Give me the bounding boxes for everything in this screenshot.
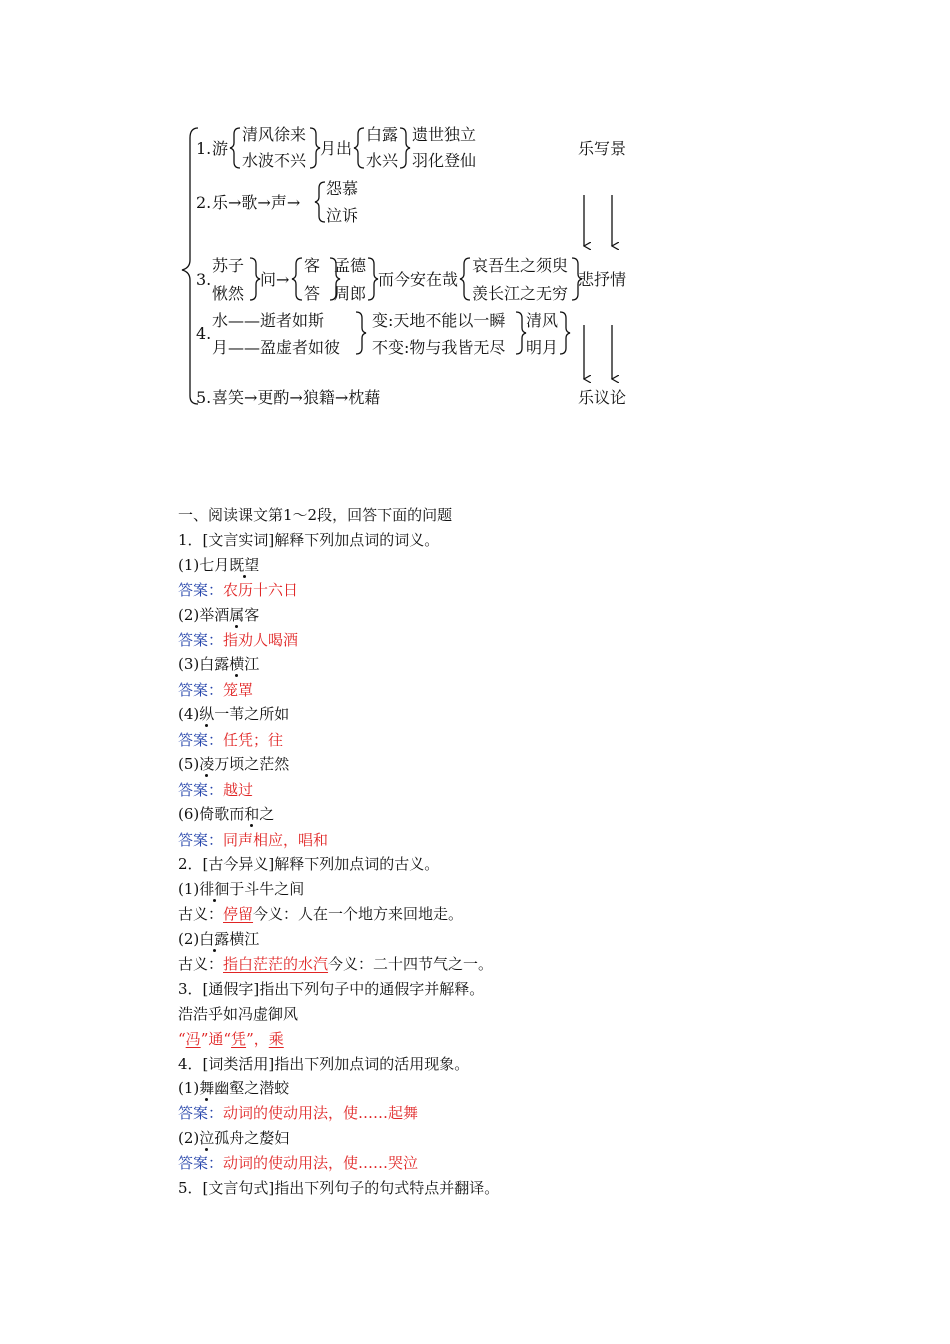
brace: [310, 128, 320, 168]
answer-text: 笼罩: [223, 681, 254, 699]
item-text: 客: [244, 606, 260, 624]
row3-phrase: 羡长江之无穷: [472, 284, 569, 303]
answer-text: 农历十六日: [223, 581, 299, 599]
right-label: 乐写景: [578, 139, 627, 158]
q1-item: [178, 755, 289, 773]
row1-phrase: 遗世独立: [412, 125, 477, 144]
diagram-lines: [0, 0, 950, 440]
item-text: (4): [178, 705, 200, 723]
gu-answer: 停留: [223, 905, 254, 923]
answer-text: 动词的使动用法，使……哭泣: [223, 1154, 419, 1172]
quote-mark: ”，: [246, 1030, 269, 1048]
right-label: 乐议论: [578, 388, 627, 407]
item-text: (2): [178, 1129, 200, 1147]
item-text: (6)倚歌而: [178, 805, 245, 823]
answer-label: 答案：: [178, 631, 224, 649]
q3-sentence: 浩浩乎如冯虚御风: [178, 1005, 299, 1023]
q4-title: 4．[词类活用]指出下列加点词的活用现象。: [178, 1055, 470, 1073]
q2-answer: [178, 955, 493, 973]
row3-ask: 问→: [260, 270, 290, 289]
dotted-word: 泣: [199, 1129, 215, 1147]
dotted-word: 横: [229, 655, 245, 673]
q1-answer: [178, 581, 298, 599]
q4-answer: [178, 1104, 418, 1122]
item-text: (3)白露: [178, 655, 230, 673]
answer-text: 冯: [185, 1030, 201, 1048]
brace: [400, 128, 410, 168]
jin-label: 今义：: [328, 955, 374, 973]
row2-chain: 乐→歌→声→: [212, 193, 301, 212]
row3-phrase: 周郎: [334, 284, 367, 303]
dotted-word: 纵: [199, 705, 215, 723]
answer-label: 答案：: [178, 1104, 224, 1122]
item-text: 一苇之所如: [214, 705, 290, 723]
q3-title: 3．[通假字]指出下列句子中的通假字并解释。: [178, 980, 485, 998]
brace: [230, 128, 240, 168]
answer-text: 越过: [223, 781, 254, 799]
item-text: 之: [259, 805, 275, 823]
row5-number: 5.: [196, 388, 212, 407]
row2-phrase: 泣诉: [326, 206, 359, 225]
q3-answer: [178, 1030, 284, 1048]
answer-label: 答案：: [178, 781, 224, 799]
dotted-word: 属: [229, 606, 245, 624]
answer-text: 通: [208, 1030, 224, 1048]
section-title: 一、阅读课文第1～2段，回答下面的问题: [178, 506, 453, 524]
row4-phrase: 清风: [526, 311, 559, 330]
answer-label: 答案：: [178, 731, 224, 749]
dotted-word: 凌: [199, 755, 215, 773]
q1-answer: [178, 831, 328, 849]
q1-answer: [178, 681, 253, 699]
q5-title: 5．[文言句式]指出下列句子的句式特点并翻译。: [178, 1179, 500, 1197]
q1-answer: [178, 731, 283, 749]
answer-text: 指劝人喝酒: [223, 631, 299, 649]
row4-line: 水——逝者如斯: [212, 311, 325, 330]
quote-mark: “: [178, 1030, 186, 1048]
q2-item: [178, 880, 304, 898]
q4-item: [178, 1079, 289, 1097]
brace: [292, 258, 302, 300]
row4-number: 4.: [196, 324, 212, 343]
row1-phrase: 羽化登仙: [412, 151, 477, 170]
item-text: 于斗牛之间: [229, 880, 305, 898]
dotted-word: 既望: [229, 556, 260, 574]
row4-phrase: 不变:物与我皆无尽: [372, 338, 506, 357]
row3-head: 苏子: [212, 256, 245, 275]
row4-line: 月——盈虚者如彼: [212, 338, 341, 357]
q1-item: [178, 805, 274, 823]
item-text: (2)举酒: [178, 606, 230, 624]
brace: [315, 182, 325, 222]
row3-phrase: 哀吾生之须臾: [472, 256, 569, 275]
dotted-word: 和: [244, 805, 260, 823]
row4-phrase: 变:天地不能以一瞬: [372, 311, 506, 330]
jin-text: 人在一个地方来回地走。: [298, 905, 464, 923]
q2-title: 2．[古今异义]解释下列加点词的古义。: [178, 855, 440, 873]
item-text: 江: [244, 655, 260, 673]
q1-item: [178, 556, 259, 574]
row1-phrase: 清风徐来: [242, 125, 307, 144]
row3-phrase: 答: [304, 284, 321, 303]
row3-phrase: 孟德: [334, 256, 367, 275]
row3-mid: 而今安在哉: [378, 270, 459, 289]
row5-chain: 喜笑→更酌→狼籍→枕藉: [212, 388, 381, 407]
row3-number: 3.: [196, 270, 212, 289]
q1-item: [178, 655, 259, 673]
row1-phrase: 水兴: [366, 151, 399, 170]
row3-phrase: 客: [304, 256, 321, 275]
q1-answer: [178, 781, 253, 799]
q1-item: [178, 606, 259, 624]
q2-item: [178, 930, 259, 948]
jin-text: 二十四节气之一。: [373, 955, 494, 973]
brace: [460, 258, 470, 300]
row1-head: 游: [212, 139, 229, 158]
answer-label: 答案：: [178, 581, 224, 599]
brace: [560, 312, 570, 354]
q4-item: [178, 1129, 289, 1147]
dotted-word: 徘徊: [199, 880, 230, 898]
item-text: (5): [178, 755, 200, 773]
brace: [250, 258, 260, 300]
gu-label: 古义：: [178, 905, 224, 923]
row1-phrase: 水波不兴: [242, 151, 307, 170]
answer-text: 乘: [268, 1030, 284, 1048]
q2-answer: [178, 905, 463, 923]
jin-label: 今义：: [253, 905, 299, 923]
item-text: (1): [178, 880, 200, 898]
row1-number: 1.: [196, 139, 212, 158]
answer-label: 答案：: [178, 1154, 224, 1172]
quote-mark: “: [223, 1030, 232, 1048]
item-text: 万顷之茫然: [214, 755, 290, 773]
right-label: 悲抒情: [578, 270, 627, 289]
dotted-word: 舞: [199, 1079, 215, 1097]
main-brace: [182, 128, 198, 404]
item-text: 幽壑之潜蛟: [214, 1079, 290, 1097]
answer-text: 任凭；往: [223, 731, 284, 749]
brace: [356, 312, 366, 354]
item-text: 孤舟之嫠妇: [214, 1129, 290, 1147]
q4-answer: [178, 1154, 418, 1172]
brace: [354, 128, 364, 168]
gu-label: 古义：: [178, 955, 224, 973]
item-text: 横江: [229, 930, 260, 948]
brace: [516, 312, 526, 354]
answer-text: 凭: [231, 1030, 247, 1048]
item-text: (1): [178, 1079, 200, 1097]
quote-mark: ”: [200, 1030, 209, 1048]
brace: [368, 258, 378, 300]
answer-label: 答案：: [178, 681, 224, 699]
q1-answer: [178, 631, 298, 649]
answer-text: 同声相应，唱和: [223, 831, 329, 849]
q1-title: 1．[文言实词]解释下列加点词的词义。: [178, 531, 440, 549]
row2-number: 2.: [196, 193, 212, 212]
q1-item: [178, 705, 289, 723]
item-text: (2): [178, 930, 200, 948]
row1-phrase: 白露: [366, 125, 399, 144]
item-text: (1)七月: [178, 556, 230, 574]
dotted-word: 白露: [199, 930, 230, 948]
row4-phrase: 明月: [526, 338, 559, 357]
gu-answer: 指白茫茫的水汽: [223, 955, 329, 973]
answer-text: 动词的使动用法，使……起舞: [223, 1104, 419, 1122]
row3-head: 愀然: [212, 284, 245, 303]
row1-mid: 月出: [320, 139, 353, 158]
answer-label: 答案：: [178, 831, 224, 849]
row2-phrase: 怨慕: [326, 179, 359, 198]
